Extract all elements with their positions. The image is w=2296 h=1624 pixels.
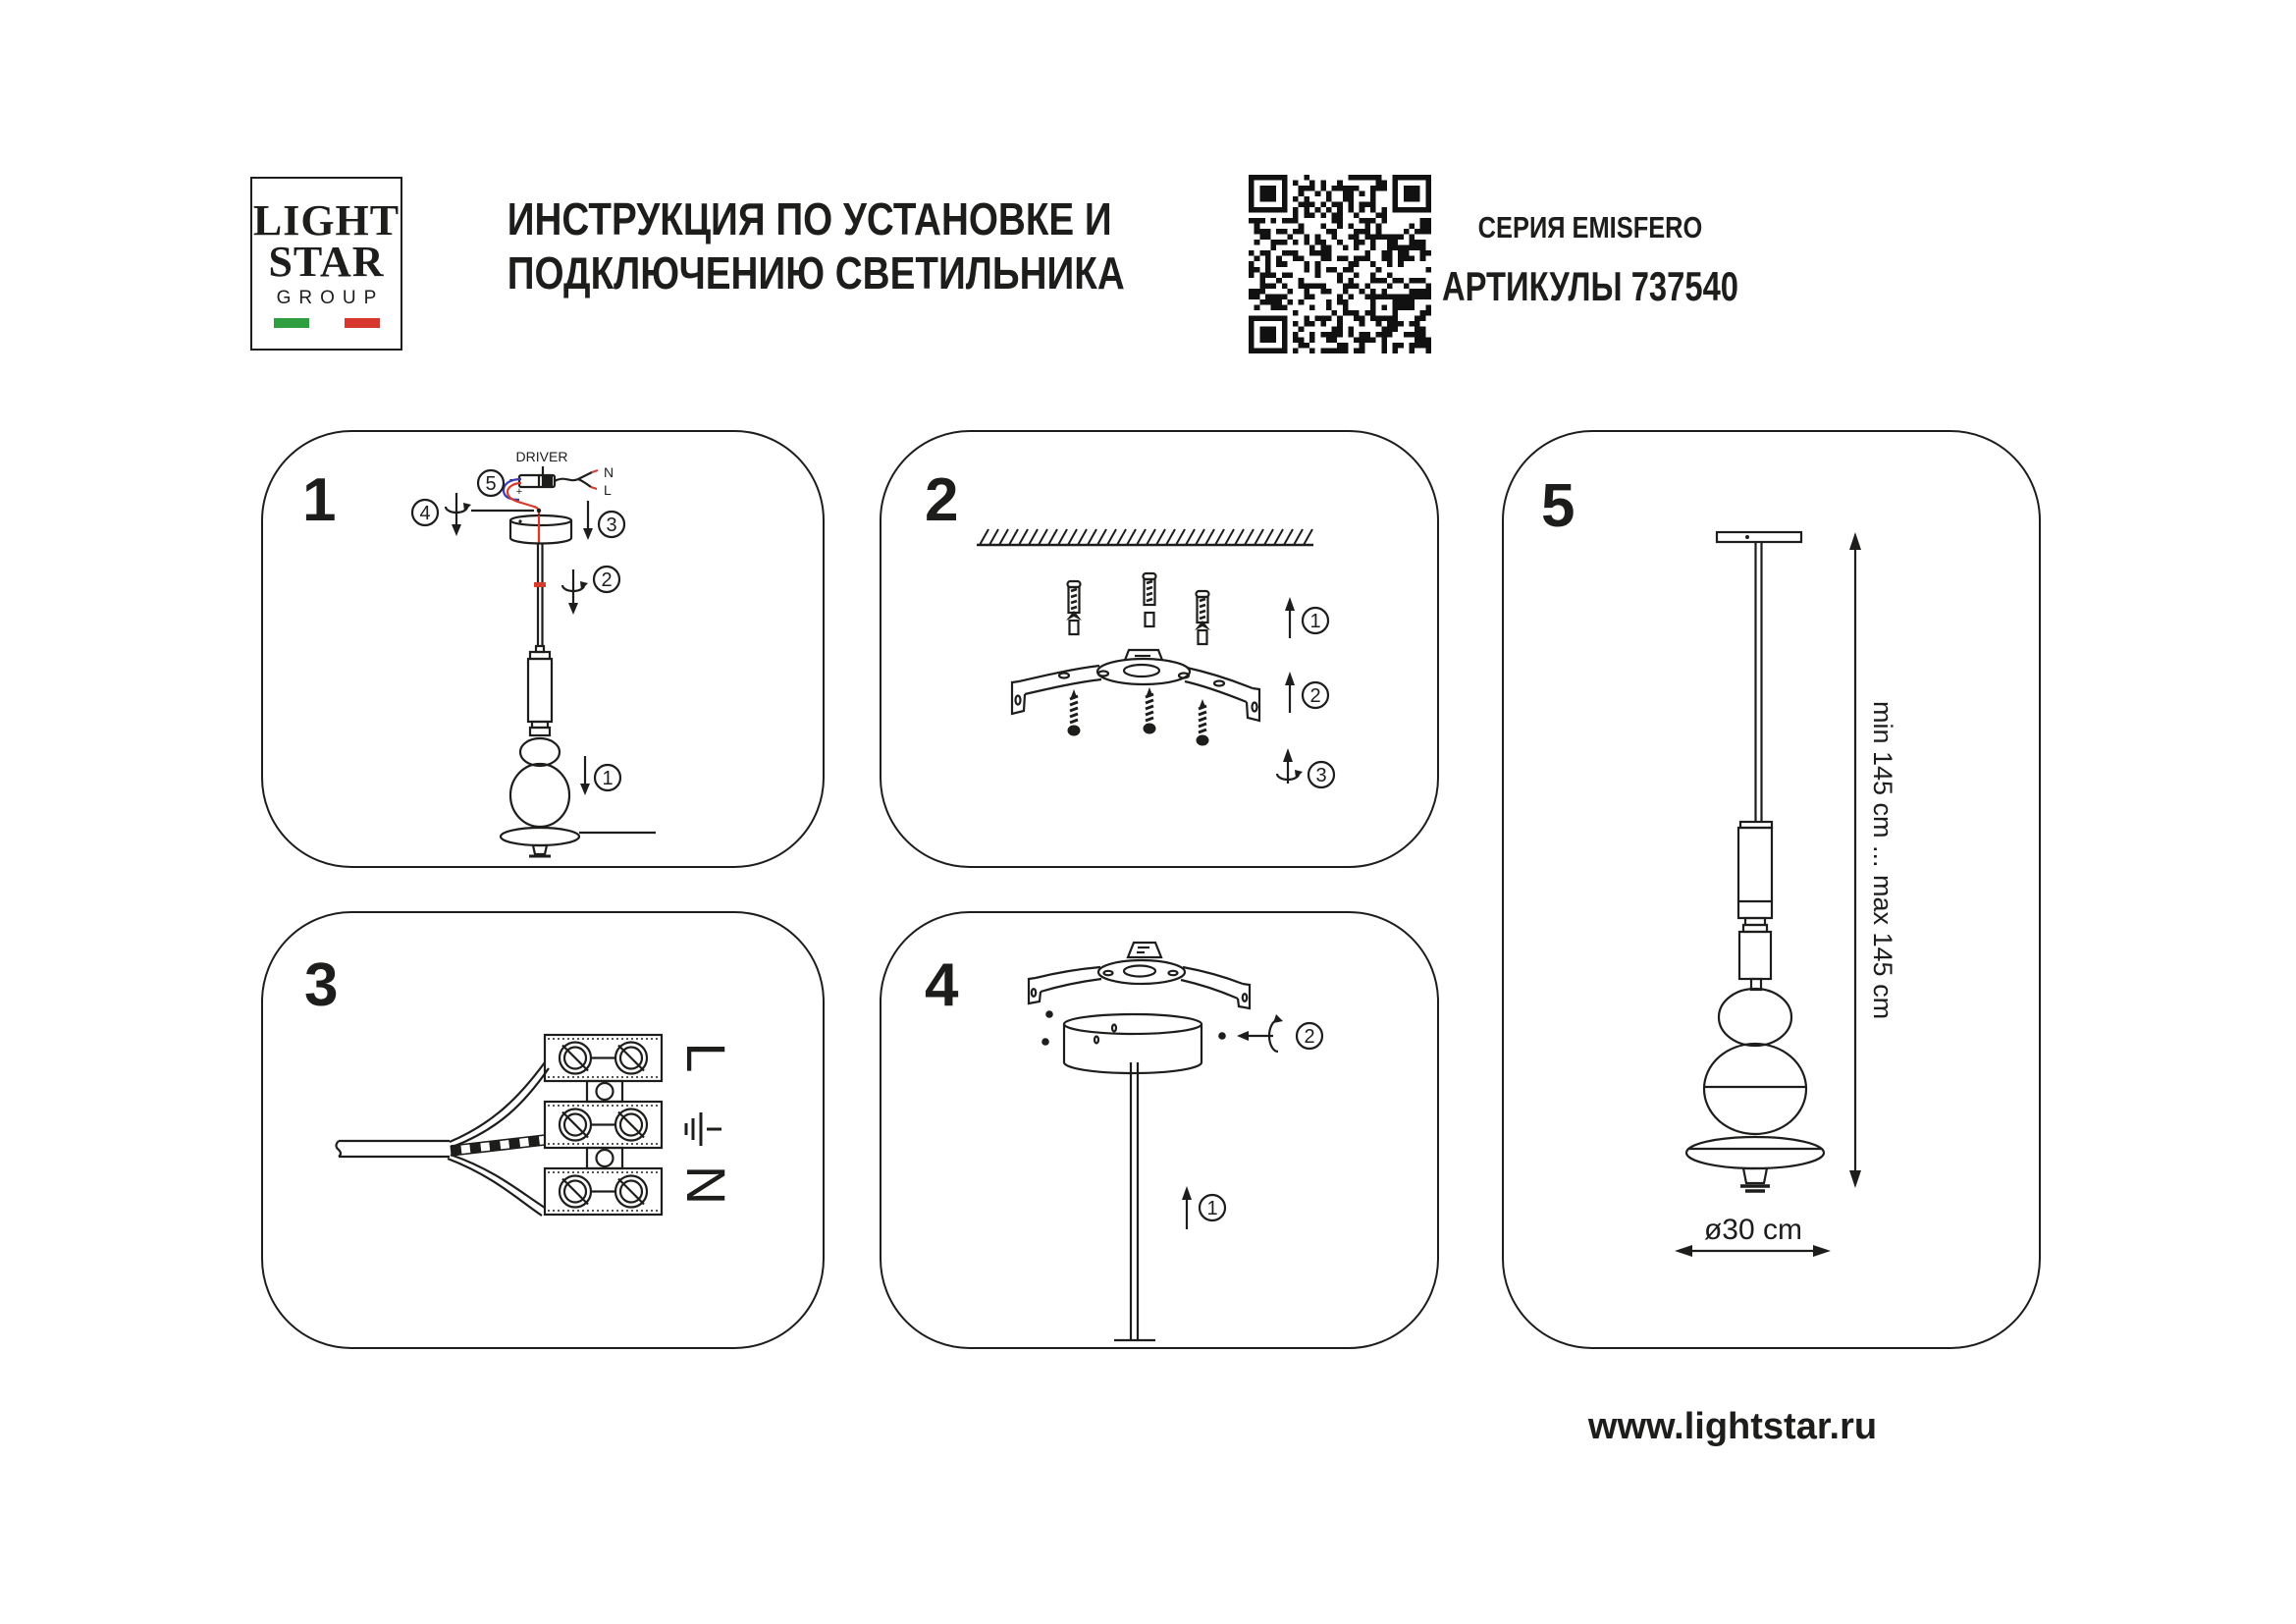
svg-text:4: 4	[419, 503, 431, 524]
svg-text:2: 2	[1304, 1026, 1315, 1048]
step-badge-1	[595, 765, 620, 790]
step-2-diagram	[881, 432, 1437, 866]
terminal-n-label: N	[675, 1164, 737, 1206]
logo-word-light: LIGHT	[252, 196, 400, 244]
svg-text:3: 3	[1315, 765, 1327, 786]
svg-text:2: 2	[601, 569, 613, 591]
flag-red	[345, 318, 380, 328]
suspension-rod	[534, 543, 546, 646]
mounting-bracket-icon	[1029, 943, 1250, 1008]
driver-label: DRIVER	[515, 449, 568, 464]
screw-dot	[1218, 1032, 1226, 1040]
logo-word-group: GROUP	[276, 288, 385, 308]
svg-text:3: 3	[606, 514, 617, 536]
arrow-up-step1	[1182, 1186, 1192, 1229]
panel-number: 1	[302, 466, 337, 534]
article-label: АРТИКУЛЫ 737540	[1441, 263, 1739, 309]
svg-text:1: 1	[1206, 1198, 1218, 1219]
panel-number: 5	[1541, 472, 1575, 540]
step-badge-2	[594, 567, 619, 592]
step-panel-1	[261, 430, 825, 868]
series-label: СЕРИЯ EMISFERO	[1477, 210, 1703, 244]
arrow-down-step3	[583, 501, 593, 540]
page-title	[507, 192, 1125, 300]
flag-white	[309, 318, 345, 328]
flag-green	[274, 318, 309, 328]
step-badge-3	[1308, 762, 1334, 787]
ceiling-canopy-icon	[1064, 1014, 1201, 1073]
arrow-up-step1	[1285, 597, 1295, 638]
wall-plug-icons	[1066, 573, 1210, 644]
step-panel-4	[880, 911, 1439, 1349]
panel-number: 4	[925, 951, 959, 1019]
title-line-2: ПОДКЛЮЧЕНИЮ СВЕТИЛЬНИКА	[507, 247, 1125, 298]
step-3-diagram	[263, 913, 823, 1347]
step-1-diagram	[263, 432, 823, 866]
panel-number: 2	[925, 466, 959, 534]
arrow-up-step2	[1285, 672, 1295, 713]
wire-l-label: L	[604, 482, 612, 498]
svg-text:1: 1	[602, 768, 614, 789]
svg-text:5: 5	[485, 473, 497, 495]
step-badge-1	[1303, 608, 1328, 633]
step-4-diagram	[881, 913, 1437, 1347]
wire-n-label: N	[604, 464, 614, 480]
svg-text:2: 2	[1309, 685, 1321, 707]
plus-label: +	[515, 486, 523, 498]
step-panel-3	[261, 911, 825, 1349]
step-badge-2	[1297, 1023, 1322, 1049]
rotate-icon-step3	[1277, 748, 1303, 784]
pendant-lamp-drawing	[1686, 532, 1824, 1191]
led-driver-icon	[519, 475, 555, 487]
website-url: www.lightstar.ru	[1587, 1406, 1878, 1447]
step-5-diagram	[1504, 432, 2039, 1347]
arrow-down-step1	[580, 756, 590, 795]
step-panel-2	[880, 430, 1439, 868]
ceiling-canopy-icon	[510, 515, 571, 544]
title-line-1: ИНСТРУКЦИЯ ПО УСТАНОВКЕ И	[507, 193, 1112, 244]
lightstar-logo	[250, 177, 402, 351]
step-panel-5	[1502, 430, 2041, 1349]
logo-word-star: STAR	[268, 238, 385, 286]
screw-dot	[1045, 1010, 1053, 1018]
rotate-icon-step2	[562, 569, 588, 615]
panel-number: 3	[304, 951, 339, 1019]
italian-flag-icon	[274, 318, 380, 328]
step-badge-3	[599, 512, 624, 537]
rotate-icon-step4	[446, 493, 471, 536]
mounting-bracket-icon	[1012, 650, 1259, 721]
step-badge-2	[1303, 682, 1328, 708]
diameter-dimension-arrow	[1675, 1245, 1831, 1257]
step-badge-4	[412, 500, 438, 525]
height-dimension-arrow	[1849, 532, 1861, 1188]
terminal-block-icon	[545, 1035, 662, 1215]
screw-dot	[1041, 1038, 1049, 1046]
pendant-lamp-body	[501, 646, 579, 856]
diameter-dimension-label: ø30 cm	[1703, 1214, 1803, 1246]
mains-cable	[337, 1062, 550, 1216]
height-dimension-label: min 145 cm ... max 145 cm	[1868, 700, 1897, 1020]
suspension-rod	[1114, 1062, 1155, 1340]
ceiling-hatch	[980, 529, 1312, 545]
rotate-icon-step2	[1237, 1014, 1283, 1052]
header-product-info	[1374, 210, 1806, 310]
terminal-l-label: L	[675, 1042, 737, 1073]
step-badge-1	[1200, 1195, 1225, 1220]
screw-icons	[1068, 687, 1209, 746]
earth-symbol	[686, 1112, 721, 1146]
svg-text:1: 1	[1309, 611, 1321, 632]
step-badge-5	[478, 470, 504, 496]
minus-label: -	[508, 471, 514, 486]
